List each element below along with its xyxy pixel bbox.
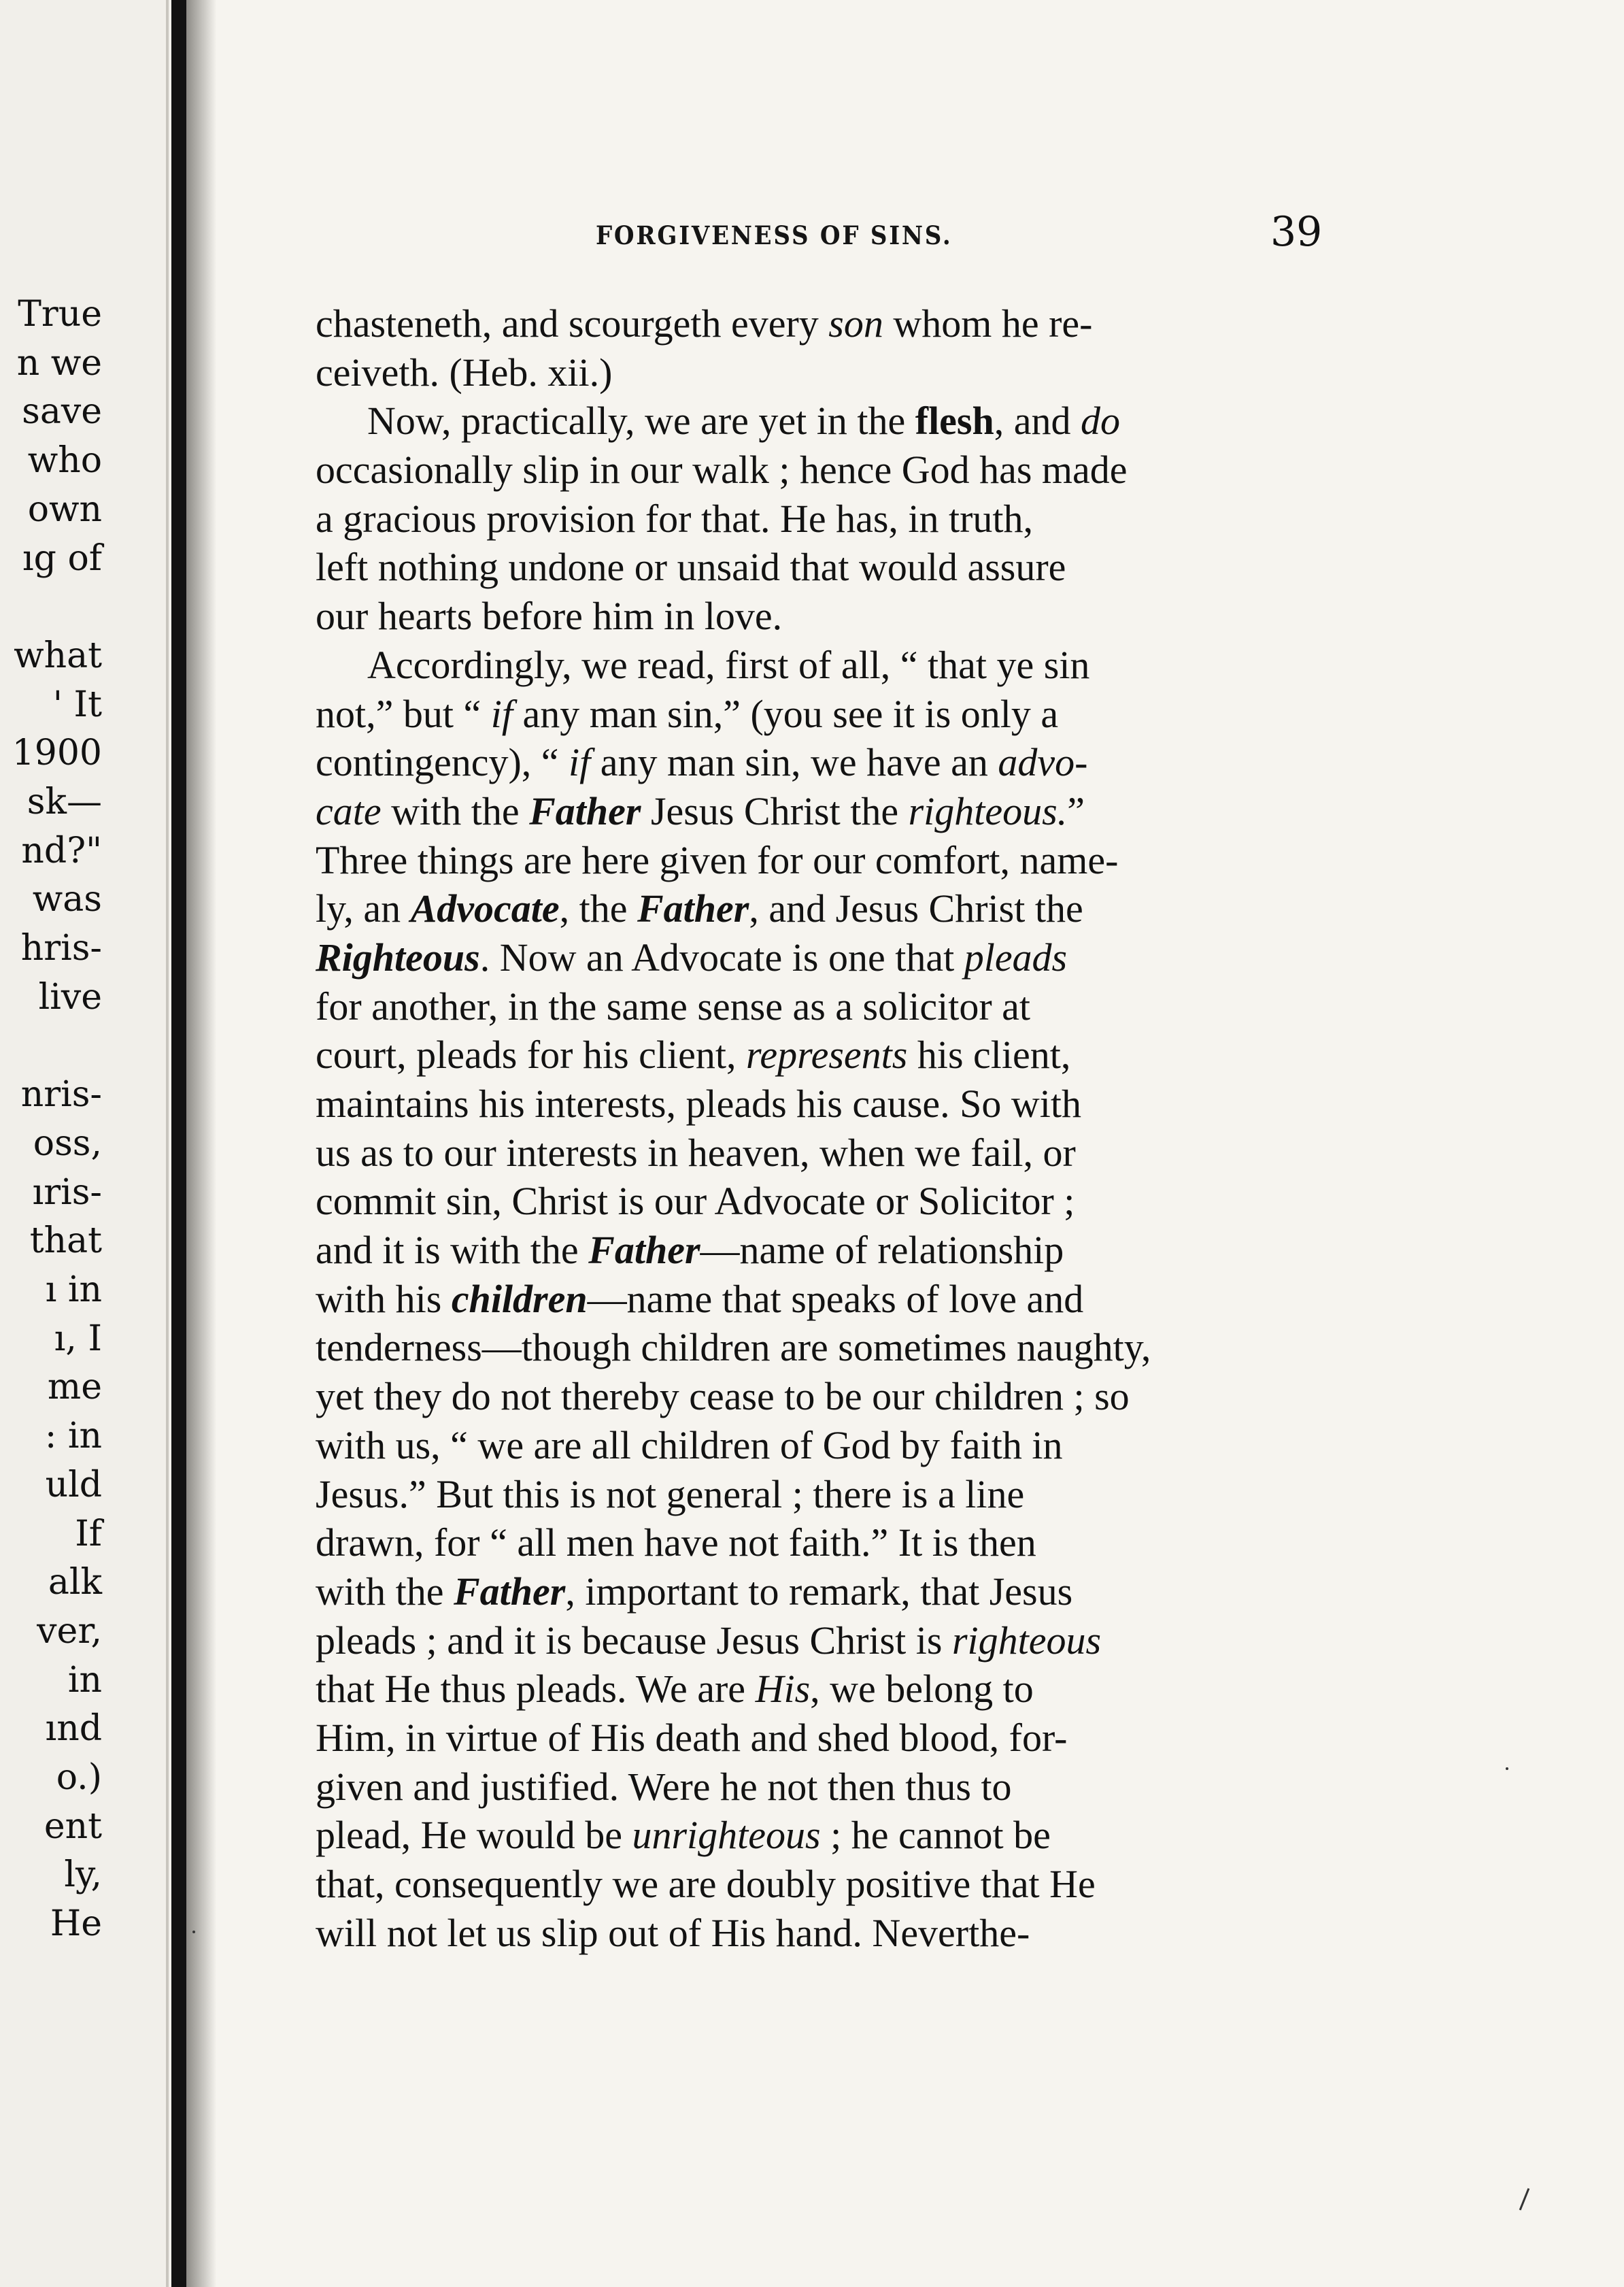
text-line	[316, 982, 1431, 1031]
text-line	[316, 884, 1431, 933]
text-run: Three things are here given for our comfort, name-	[316, 837, 1119, 882]
left-page-line: : in	[44, 1416, 102, 1457]
text-line	[316, 738, 1431, 787]
text-line-content	[316, 1911, 1030, 1955]
left-page-line: ly,	[64, 1854, 102, 1896]
left-page-line: True	[18, 294, 102, 335]
text-line	[316, 1275, 1431, 1324]
emphasized-word: Righteous	[316, 935, 480, 980]
text-line	[316, 1470, 1431, 1519]
left-page-line: ent	[44, 1805, 102, 1847]
scan-speck	[192, 1931, 195, 1933]
text-line-content	[316, 886, 1083, 931]
left-page-line: me	[47, 1367, 102, 1408]
text-line-content	[316, 350, 612, 395]
text-run: Jesus Christ the	[641, 788, 909, 833]
left-page-line: own	[27, 488, 102, 530]
text-line-content	[316, 1813, 1051, 1857]
text-run: with the	[316, 1569, 454, 1614]
text-run: , we belong to	[810, 1667, 1034, 1712]
text-run: , the	[559, 886, 637, 931]
text-run: and it is with the	[316, 1228, 589, 1273]
text-line	[316, 348, 1431, 397]
text-run: us as to our interests in heaven, when we fail, or	[316, 1130, 1076, 1175]
left-page-line: who	[27, 440, 102, 482]
text-line-content	[316, 1472, 1024, 1516]
text-line	[316, 1714, 1431, 1763]
emphasized-word: if	[569, 740, 591, 785]
emphasized-word: pleads	[964, 935, 1068, 980]
text-line	[316, 1080, 1431, 1129]
text-line	[316, 1811, 1431, 1860]
text-line-content	[316, 1765, 1012, 1809]
text-run: tenderness—though children are sometimes naughty,	[316, 1325, 1151, 1370]
text-run: ”	[1067, 788, 1085, 833]
text-run: chasteneth, and scourgeth every	[316, 301, 829, 346]
text-line-content	[316, 545, 1066, 589]
running-head: FORGIVENESS OF SINS.	[596, 220, 953, 250]
left-page-line: ı, I	[54, 1318, 102, 1359]
text-run: any man sin, we have an	[590, 740, 998, 785]
text-run: —name of relationship	[700, 1228, 1064, 1273]
text-line	[316, 1372, 1431, 1421]
text-run: Now, practically, we are yet in the	[367, 399, 915, 444]
text-run: our hearts before him in love.	[316, 594, 783, 639]
left-page-line: n we	[16, 342, 102, 384]
emphasized-word: Advocate	[410, 886, 560, 931]
text-line-content	[316, 1862, 1096, 1906]
book-binding-gutter	[171, 0, 186, 2287]
text-line-content	[316, 1667, 1034, 1711]
emphasized-word: righteous.	[908, 788, 1068, 833]
text-line	[316, 933, 1431, 982]
emphasized-word: Father	[637, 886, 749, 931]
left-page-line: what	[14, 635, 102, 676]
text-run: ceiveth. (Heb. xii.)	[316, 350, 613, 395]
text-run: , important to remark, that Jesus	[565, 1569, 1073, 1614]
page-number: 39	[1270, 208, 1323, 256]
text-line	[316, 1567, 1431, 1616]
text-run: for another, in the same sense as a solicitor at	[316, 984, 1030, 1029]
text-line-content	[316, 301, 1092, 346]
left-page-line: ver,	[37, 1610, 102, 1652]
text-line	[316, 1323, 1431, 1372]
text-run: —name that speaks of love and	[587, 1276, 1084, 1321]
text-line-content	[316, 984, 1030, 1029]
emphasized-word: represents	[746, 1033, 908, 1078]
text-line-content	[316, 740, 1087, 784]
emphasized-word: if	[490, 691, 513, 736]
text-line-content	[316, 1569, 1072, 1614]
text-line-content	[316, 1131, 1076, 1175]
text-line	[316, 495, 1431, 544]
text-run: , and Jesus Christ the	[749, 886, 1083, 931]
emphasized-word: son	[828, 301, 883, 346]
left-page-line: uld	[45, 1464, 102, 1505]
emphasized-word: do	[1081, 399, 1120, 444]
left-page-line: alk	[48, 1562, 102, 1603]
emphasized-word: children	[451, 1276, 588, 1321]
text-run: given and justified. Were he not then thus to	[316, 1764, 1012, 1809]
emphasized-word: advo-	[998, 740, 1088, 785]
left-page-line: If	[75, 1513, 102, 1554]
text-run: a gracious provision for that. He has, in truth,	[316, 496, 1034, 541]
text-run: plead, He would be	[316, 1813, 632, 1858]
left-page-line: 1900	[12, 733, 102, 774]
text-line	[316, 1616, 1431, 1665]
text-run: with the	[381, 788, 530, 833]
text-line	[316, 690, 1431, 739]
text-line	[316, 1909, 1431, 1958]
text-run: ly, an	[316, 886, 411, 931]
gutter-shadow	[186, 0, 216, 2287]
left-page-line: was	[32, 879, 102, 920]
text-line-content	[316, 692, 1058, 736]
text-run: Jesus.” But this is not general ; there is a line	[316, 1471, 1025, 1516]
text-run: that, consequently we are doubly positive that He	[316, 1862, 1096, 1906]
text-line-content	[316, 1033, 1070, 1077]
text-line-content	[316, 497, 1033, 541]
text-line-content	[316, 1325, 1151, 1369]
text-line-content	[316, 1179, 1075, 1223]
left-page-line: save	[22, 391, 102, 433]
left-page-line: o.)	[56, 1757, 102, 1798]
text-line	[316, 543, 1431, 592]
text-line	[316, 641, 1431, 690]
text-line-content	[316, 1228, 1064, 1272]
text-run: ; he cannot be	[820, 1813, 1051, 1858]
left-page-line: live	[38, 976, 102, 1018]
text-run: will not let us slip out of His hand. Neverthe-	[316, 1910, 1030, 1955]
text-run: his client,	[907, 1033, 1071, 1078]
text-line-content	[316, 1082, 1081, 1126]
left-page-line: that	[29, 1220, 102, 1262]
left-facing-page	[0, 0, 170, 2287]
emphasized-word: Father	[453, 1569, 566, 1614]
text-run: court, pleads for his client,	[316, 1033, 746, 1078]
text-run: that He thus pleads. We are	[316, 1667, 756, 1712]
text-line-content	[316, 1374, 1130, 1418]
text-line	[316, 446, 1431, 495]
text-run: . Now an Advocate is one that	[479, 935, 964, 980]
text-line	[316, 787, 1431, 836]
text-line-content	[367, 643, 1089, 687]
text-run: with us, “ we are all children of God by faith in	[316, 1422, 1063, 1467]
text-line-content	[316, 1716, 1067, 1760]
text-run: left nothing undone or unsaid that would assure	[316, 545, 1066, 590]
emphasized-word: unrighteous	[632, 1813, 821, 1858]
text-line	[316, 1665, 1431, 1714]
text-line-content	[316, 838, 1118, 882]
text-run: not,” but “	[316, 691, 491, 736]
text-line	[316, 299, 1431, 348]
left-page-line: He	[50, 1903, 102, 1945]
text-run: occasionally slip in our walk ; hence God has made	[316, 448, 1128, 493]
text-line	[316, 836, 1431, 885]
left-page-line: sk—	[27, 782, 102, 822]
text-run: flesh	[915, 399, 994, 444]
text-run: whom he re-	[883, 301, 1093, 346]
text-line-content	[316, 594, 782, 638]
emphasized-word: His	[755, 1667, 811, 1712]
text-line	[316, 1518, 1431, 1567]
emphasized-word: cate	[316, 788, 382, 833]
text-line-content	[316, 1520, 1036, 1565]
text-line	[316, 397, 1431, 446]
text-line	[316, 1177, 1431, 1226]
left-page-edge	[166, 0, 169, 2287]
text-run: yet they do not thereby cease to be our children ; so	[316, 1374, 1130, 1419]
text-line-content	[316, 448, 1128, 492]
left-page-line: nris-	[20, 1074, 102, 1116]
text-run: Him, in virtue of His death and shed blood, for-	[316, 1715, 1068, 1760]
left-page-line: ı in	[45, 1269, 102, 1310]
left-page-line: hris-	[20, 928, 102, 969]
scan-speck	[1506, 1767, 1508, 1770]
text-run: , and	[994, 399, 1081, 444]
emphasized-word: righteous	[951, 1618, 1102, 1663]
text-run: drawn, for “ all men have not faith.” It is then	[316, 1520, 1036, 1565]
text-run: maintains his interests, pleads his cause. So with	[316, 1082, 1082, 1126]
text-line-content	[367, 399, 1120, 443]
text-line-content	[316, 935, 1067, 980]
left-page-line: ıris-	[32, 1171, 102, 1213]
text-line	[316, 1031, 1431, 1080]
left-page-line: ' It	[52, 684, 102, 725]
text-line	[316, 1129, 1431, 1178]
text-line-content	[316, 789, 1085, 833]
text-line-content	[316, 1423, 1062, 1467]
left-page-line: ınd	[45, 1708, 102, 1750]
text-line	[316, 1226, 1431, 1275]
left-page-line: oss,	[33, 1122, 102, 1164]
left-page-line: in	[67, 1659, 102, 1701]
body-text	[316, 299, 1431, 1957]
left-page-line: nd?"	[21, 830, 102, 871]
text-line	[316, 1763, 1431, 1812]
text-run: commit sin, Christ is our Advocate or Solicitor ;	[316, 1179, 1075, 1224]
text-line-content	[316, 1618, 1101, 1663]
text-run: Accordingly, we read, first of all, “ that ye sin	[367, 642, 1090, 687]
left-page-line: ıg of	[22, 537, 102, 579]
emphasized-word: Father	[529, 788, 641, 833]
text-run: any man sin,” (you see it is only a	[512, 691, 1059, 736]
emphasized-word: Father	[588, 1228, 700, 1273]
text-line	[316, 1421, 1431, 1470]
text-run: with his	[316, 1276, 452, 1321]
text-run: contingency), “	[316, 740, 569, 785]
text-run: pleads ; and it is because Jesus Christ is	[316, 1618, 952, 1663]
text-line	[316, 1860, 1431, 1909]
right-book-page	[216, 0, 1624, 2287]
text-line-content	[316, 1277, 1083, 1321]
text-line	[316, 592, 1431, 641]
